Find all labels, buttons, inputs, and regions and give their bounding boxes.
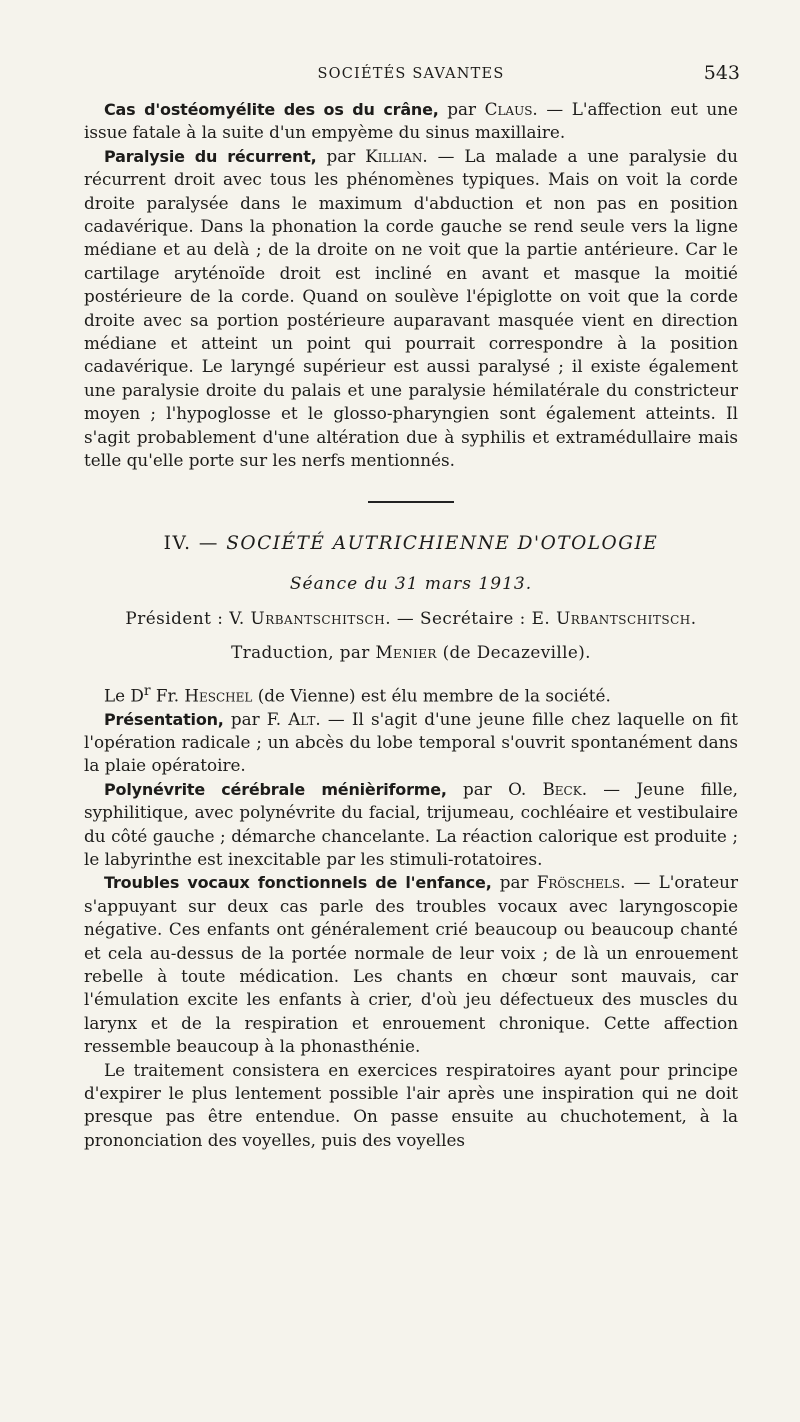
section-name: SOCIÉTÉ AUTRICHIENNE D'OTOLOGIE — [226, 532, 659, 554]
superscript: r — [143, 682, 151, 699]
translation-place: (de Decazeville). — [436, 641, 591, 662]
by-text: par O. — [446, 778, 543, 799]
name-prefix: Fr. — [150, 685, 185, 706]
translation-line — [84, 642, 738, 662]
president-label: Président : V. — [125, 607, 251, 628]
running-title: SOCIÉTÉS SAVANTES — [317, 66, 505, 82]
paragraph-traitement — [84, 1059, 738, 1153]
section-numeral: IV. — — [163, 532, 227, 554]
by-text: par — [316, 145, 366, 166]
member-name: Heschel — [184, 685, 253, 706]
by-text: par — [491, 872, 537, 893]
paragraph-title: Paralysie du récurrent, — [104, 146, 317, 166]
paragraph-polynevrite — [84, 778, 738, 872]
paragraph-troubles-vocaux — [84, 871, 738, 1058]
by-text: par — [438, 99, 485, 119]
paragraph-text: (de Vienne) est élu membre de la société. — [252, 685, 611, 706]
text-start: Le D — [104, 685, 144, 706]
translator-name: Menier — [375, 641, 437, 662]
author-name: Killian — [365, 145, 423, 166]
paragraph-presentation — [84, 708, 738, 778]
paragraph-text: Le traitement consistera en exercices respiratoires ayant pour principe d'expirer le plus lentement possible l'air après une inspiration qui ne doit presque pas être entendue. On passe ensuite au chuchotement, à la prononciation des voyelles, puis des voyelles — [84, 1059, 738, 1150]
paragraph-text: . — Il s'agit d'une jeune fille chez laquelle on fit l'opération radicale ; un abcès du lobe temporal s'ouvrit spontanément dans la plaie opératoire. — [84, 708, 738, 776]
section-divider — [368, 501, 454, 503]
paragraph-text: . — L'orateur s'appuyant sur deux cas parle des troubles vocaux avec laryngoscopie négative. Ces enfants ont généralement crié beaucoup ou beaucoup chanté et cela au-dessus de la portée normale de leur voix ; de là un enrouement rebelle à toute médication. Les chants en chœur sont mauvais, car l'émulation excite les enfants à crier, d'où jeu défectueux des muscles du larynx et de la respiration et enrouement chronique. Cette affection ressemble beaucoup à la phonasthénie. — [84, 872, 738, 1057]
translation-label: Traduction, par — [231, 641, 376, 662]
paragraph-text: . — La malade a une paralysie du récurrent droit avec tous les phénomènes typiques. Mais on voit la corde droite paralysée dans le maximum d'abduction et non pas en position cadavérique. Dans la phonation la corde gauche se rend seule vers la ligne médiane et au delà ; de la droite on ne voit que la partie antérieure. Car le cartilage aryténoïde droit est incliné en avant et masque la moitié postérieure de la corde. Quand on soulève l'épiglotte on voit que la corde droite avec sa portion postérieure auparavant masquée vient en direction médiane et atteint un point qui pourrait correspondre à la position cadavérique. Le laryngé supérieur est aussi paralysé ; il existe également une paralysie droite du palais et une paralysie hémilatérale du constricteur moyen ; l'hypoglosse et le glosso-pharyngien sont également atteints. Il s'agit probablement d'une altération due à syphilis et extramédullaire mais telle qu'elle porte sur les nerfs mentionnés. — [84, 145, 738, 471]
officers-end: . — [690, 607, 697, 628]
author-name: Claus — [484, 99, 533, 119]
page-number: 543 — [703, 62, 740, 84]
author-name: Fröschels — [536, 872, 621, 893]
paragraph-title: Cas d'ostéomyélite des os du crâne, — [104, 100, 439, 119]
section-title — [84, 533, 738, 554]
secretary-name: Urbantschitsch — [556, 607, 691, 628]
paragraph-title: Polynévrite cérébrale ménièriforme, — [104, 779, 447, 799]
paragraph-title: Présentation, — [104, 709, 224, 729]
secretary-label: . — Secrétaire : E. — [385, 607, 557, 628]
author-name: Beck — [542, 778, 582, 799]
running-head — [84, 58, 738, 98]
paragraph-heschel — [84, 680, 738, 708]
president-name: Urbantschitsch — [250, 607, 386, 628]
author-name: Alt — [288, 708, 316, 729]
paragraph-osteomyelite — [84, 98, 738, 145]
paragraph-paralysie — [84, 145, 738, 473]
paragraph-text: . — Jeune fille, syphilitique, avec polynévrite du facial, trijumeau, cochléaire et vestibulaire du côté gauche ; démarche chancelante. La réaction calorique est produite ; le labyrinthe est inexcitable par les stimuli-rotatoires. — [84, 778, 738, 869]
seance-date: Séance du 31 mars 1913. — [289, 573, 533, 594]
paragraph-text: . — L'affection eut une issue fatale à la suite d'un empyème du sinus maxillaire. — [84, 99, 738, 143]
paragraph-title: Troubles vocaux fonctionnels de l'enfance, — [104, 873, 492, 893]
by-text: par F. — [223, 708, 289, 729]
officers-line — [84, 608, 738, 628]
page — [84, 58, 738, 1152]
